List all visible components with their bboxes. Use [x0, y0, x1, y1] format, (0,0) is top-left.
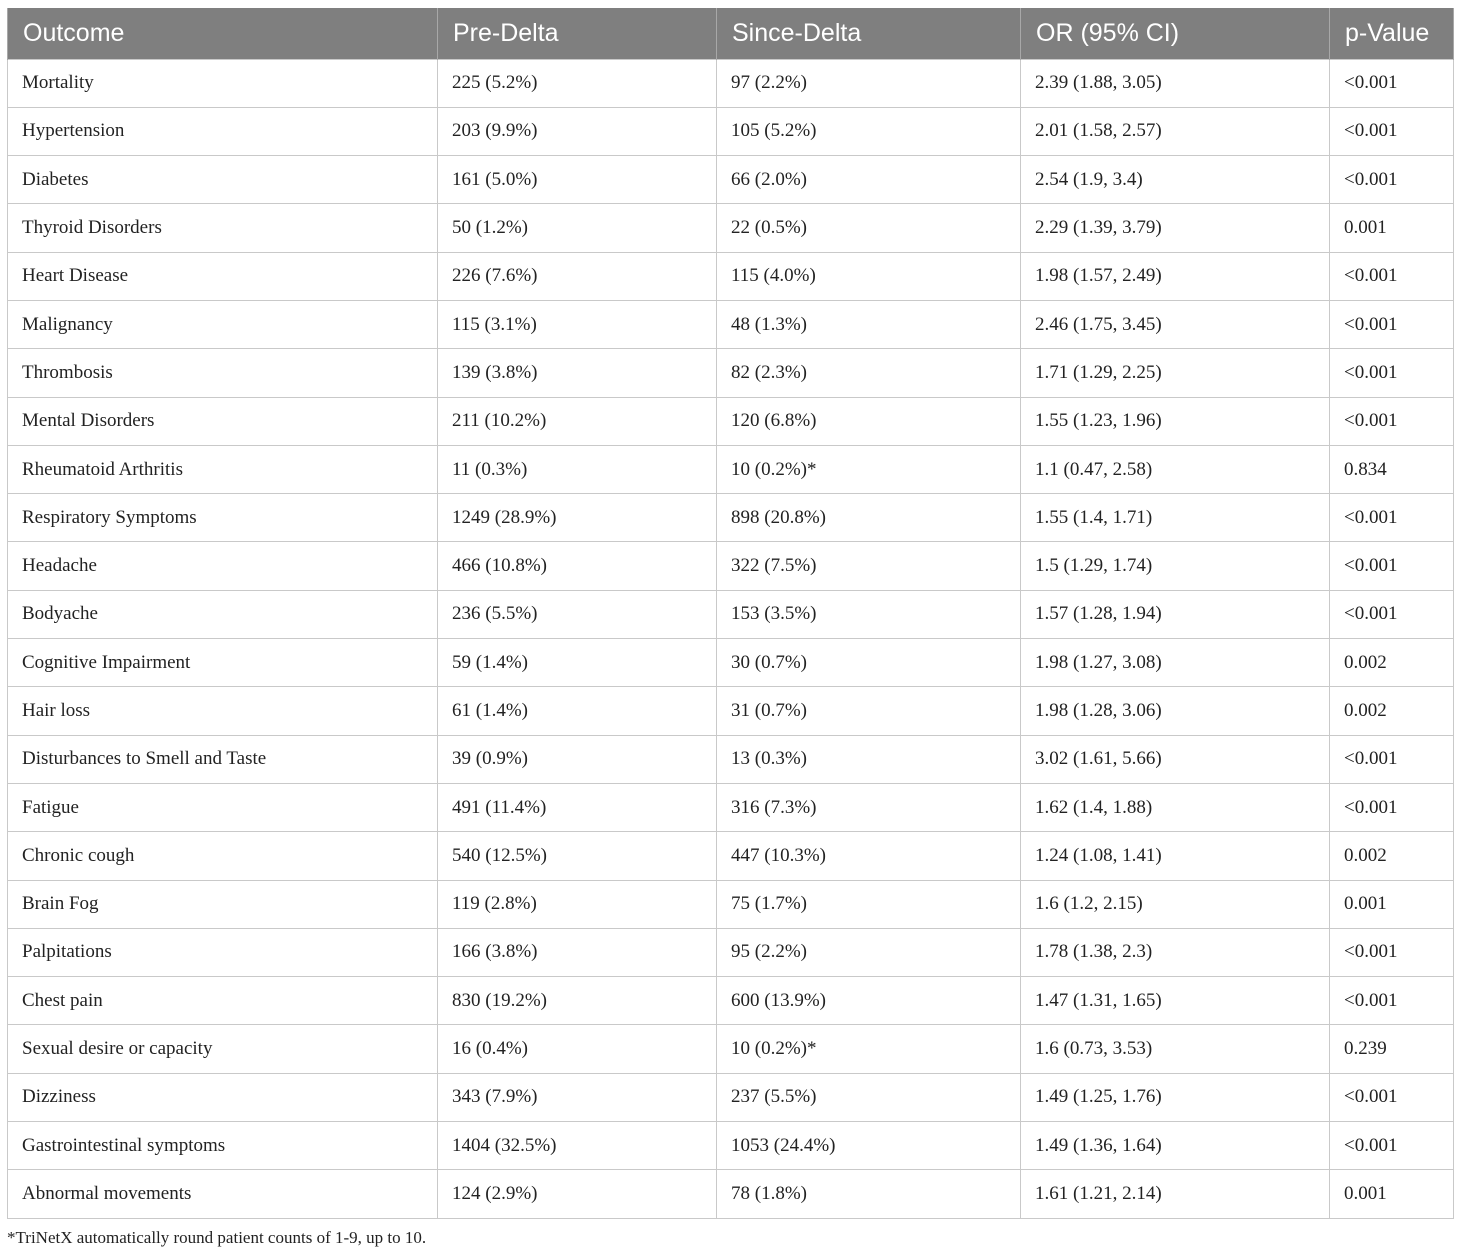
cell-pre-delta: 16 (0.4%): [438, 1025, 717, 1073]
cell-p-value: 0.239: [1330, 1025, 1454, 1073]
cell-since-delta: 322 (7.5%): [717, 542, 1021, 590]
table-row: [8, 107, 1454, 155]
cell-pre-delta: 1249 (28.9%): [438, 494, 717, 542]
table-row: [8, 977, 1454, 1025]
column-header-outcome: Outcome: [8, 8, 438, 59]
cell-outcome: Headache: [8, 542, 438, 590]
cell-p-value: <0.001: [1330, 783, 1454, 831]
cell-outcome: Abnormal movements: [8, 1170, 438, 1218]
cell-outcome: Gastrointestinal symptoms: [8, 1122, 438, 1170]
column-header-pre-delta: Pre-Delta: [438, 8, 717, 59]
column-header-since-delta: Since-Delta: [717, 8, 1021, 59]
cell-outcome: Heart Disease: [8, 252, 438, 300]
cell-since-delta: 10 (0.2%)*: [717, 1025, 1021, 1073]
cell-pre-delta: 50 (1.2%): [438, 204, 717, 252]
outcomes-table-container: [7, 8, 1453, 1219]
table-row: [8, 687, 1454, 735]
cell-since-delta: 898 (20.8%): [717, 494, 1021, 542]
cell-p-value: 0.002: [1330, 639, 1454, 687]
cell-since-delta: 316 (7.3%): [717, 783, 1021, 831]
cell-since-delta: 82 (2.3%): [717, 349, 1021, 397]
cell-odds-ratio-ci: 1.98 (1.27, 3.08): [1021, 639, 1330, 687]
table-row: [8, 590, 1454, 638]
cell-pre-delta: 830 (19.2%): [438, 977, 717, 1025]
cell-pre-delta: 540 (12.5%): [438, 832, 717, 880]
cell-pre-delta: 124 (2.9%): [438, 1170, 717, 1218]
cell-odds-ratio-ci: 1.49 (1.25, 1.76): [1021, 1073, 1330, 1121]
cell-outcome: Palpitations: [8, 928, 438, 976]
cell-outcome: Dizziness: [8, 1073, 438, 1121]
table-row: [8, 494, 1454, 542]
cell-outcome: Sexual desire or capacity: [8, 1025, 438, 1073]
cell-odds-ratio-ci: 1.98 (1.57, 2.49): [1021, 252, 1330, 300]
cell-p-value: 0.001: [1330, 880, 1454, 928]
cell-since-delta: 31 (0.7%): [717, 687, 1021, 735]
outcomes-table: [7, 8, 1454, 1219]
cell-pre-delta: 491 (11.4%): [438, 783, 717, 831]
table-row: [8, 1025, 1454, 1073]
table-row: [8, 542, 1454, 590]
table-row: [8, 880, 1454, 928]
cell-since-delta: 10 (0.2%)*: [717, 445, 1021, 493]
cell-outcome: Diabetes: [8, 156, 438, 204]
cell-outcome: Bodyache: [8, 590, 438, 638]
cell-outcome: Hair loss: [8, 687, 438, 735]
cell-pre-delta: 11 (0.3%): [438, 445, 717, 493]
cell-p-value: 0.002: [1330, 832, 1454, 880]
cell-odds-ratio-ci: 1.24 (1.08, 1.41): [1021, 832, 1330, 880]
cell-odds-ratio-ci: 1.62 (1.4, 1.88): [1021, 783, 1330, 831]
table-body: [8, 59, 1454, 1218]
cell-pre-delta: 225 (5.2%): [438, 59, 717, 107]
cell-outcome: Chest pain: [8, 977, 438, 1025]
cell-p-value: <0.001: [1330, 107, 1454, 155]
cell-odds-ratio-ci: 1.6 (1.2, 2.15): [1021, 880, 1330, 928]
cell-odds-ratio-ci: 1.98 (1.28, 3.06): [1021, 687, 1330, 735]
cell-odds-ratio-ci: 2.01 (1.58, 2.57): [1021, 107, 1330, 155]
cell-p-value: <0.001: [1330, 1122, 1454, 1170]
cell-odds-ratio-ci: 1.6 (0.73, 3.53): [1021, 1025, 1330, 1073]
table-header-row: [8, 8, 1454, 59]
cell-since-delta: 78 (1.8%): [717, 1170, 1021, 1218]
cell-odds-ratio-ci: 1.47 (1.31, 1.65): [1021, 977, 1330, 1025]
table-row: [8, 1073, 1454, 1121]
cell-pre-delta: 203 (9.9%): [438, 107, 717, 155]
cell-p-value: <0.001: [1330, 252, 1454, 300]
cell-p-value: <0.001: [1330, 542, 1454, 590]
cell-since-delta: 66 (2.0%): [717, 156, 1021, 204]
cell-outcome: Thrombosis: [8, 349, 438, 397]
cell-odds-ratio-ci: 1.1 (0.47, 2.58): [1021, 445, 1330, 493]
cell-since-delta: 48 (1.3%): [717, 300, 1021, 348]
cell-p-value: <0.001: [1330, 300, 1454, 348]
cell-p-value: <0.001: [1330, 590, 1454, 638]
cell-pre-delta: 161 (5.0%): [438, 156, 717, 204]
cell-outcome: Malignancy: [8, 300, 438, 348]
cell-pre-delta: 226 (7.6%): [438, 252, 717, 300]
cell-p-value: <0.001: [1330, 928, 1454, 976]
cell-p-value: 0.834: [1330, 445, 1454, 493]
table-row: [8, 735, 1454, 783]
cell-since-delta: 1053 (24.4%): [717, 1122, 1021, 1170]
cell-since-delta: 447 (10.3%): [717, 832, 1021, 880]
cell-p-value: <0.001: [1330, 349, 1454, 397]
cell-p-value: 0.002: [1330, 687, 1454, 735]
cell-odds-ratio-ci: 3.02 (1.61, 5.66): [1021, 735, 1330, 783]
cell-pre-delta: 466 (10.8%): [438, 542, 717, 590]
cell-since-delta: 97 (2.2%): [717, 59, 1021, 107]
cell-p-value: <0.001: [1330, 156, 1454, 204]
cell-odds-ratio-ci: 2.29 (1.39, 3.79): [1021, 204, 1330, 252]
cell-since-delta: 75 (1.7%): [717, 880, 1021, 928]
cell-outcome: Mental Disorders: [8, 397, 438, 445]
cell-odds-ratio-ci: 1.49 (1.36, 1.64): [1021, 1122, 1330, 1170]
cell-odds-ratio-ci: 2.46 (1.75, 3.45): [1021, 300, 1330, 348]
table-row: [8, 204, 1454, 252]
cell-p-value: <0.001: [1330, 735, 1454, 783]
cell-pre-delta: 166 (3.8%): [438, 928, 717, 976]
table-row: [8, 349, 1454, 397]
cell-pre-delta: 343 (7.9%): [438, 1073, 717, 1121]
table-footnote: *TriNetX automatically round patient counts of 1-9, up to 10.: [7, 1228, 427, 1247]
cell-since-delta: 120 (6.8%): [717, 397, 1021, 445]
table-header: [8, 8, 1454, 59]
cell-odds-ratio-ci: 1.61 (1.21, 2.14): [1021, 1170, 1330, 1218]
cell-p-value: 0.001: [1330, 1170, 1454, 1218]
cell-pre-delta: 236 (5.5%): [438, 590, 717, 638]
cell-outcome: Respiratory Symptoms: [8, 494, 438, 542]
cell-since-delta: 600 (13.9%): [717, 977, 1021, 1025]
cell-outcome: Brain Fog: [8, 880, 438, 928]
cell-since-delta: 30 (0.7%): [717, 639, 1021, 687]
table-row: [8, 156, 1454, 204]
cell-pre-delta: 211 (10.2%): [438, 397, 717, 445]
table-row: [8, 300, 1454, 348]
table-row: [8, 59, 1454, 107]
cell-p-value: 0.001: [1330, 204, 1454, 252]
table-row: [8, 445, 1454, 493]
cell-p-value: <0.001: [1330, 494, 1454, 542]
cell-p-value: <0.001: [1330, 977, 1454, 1025]
cell-pre-delta: 59 (1.4%): [438, 639, 717, 687]
cell-odds-ratio-ci: 1.71 (1.29, 2.25): [1021, 349, 1330, 397]
cell-since-delta: 115 (4.0%): [717, 252, 1021, 300]
cell-odds-ratio-ci: 1.55 (1.4, 1.71): [1021, 494, 1330, 542]
cell-odds-ratio-ci: 1.5 (1.29, 1.74): [1021, 542, 1330, 590]
cell-odds-ratio-ci: 1.78 (1.38, 2.3): [1021, 928, 1330, 976]
table-row: [8, 1122, 1454, 1170]
cell-pre-delta: 39 (0.9%): [438, 735, 717, 783]
cell-odds-ratio-ci: 1.57 (1.28, 1.94): [1021, 590, 1330, 638]
cell-outcome: Hypertension: [8, 107, 438, 155]
cell-outcome: Disturbances to Smell and Taste: [8, 735, 438, 783]
table-row: [8, 397, 1454, 445]
cell-since-delta: 22 (0.5%): [717, 204, 1021, 252]
cell-since-delta: 13 (0.3%): [717, 735, 1021, 783]
column-header-odds-ratio-ci: OR (95% CI): [1021, 8, 1330, 59]
cell-outcome: Mortality: [8, 59, 438, 107]
table-row: [8, 252, 1454, 300]
table-row: [8, 1170, 1454, 1218]
cell-since-delta: 105 (5.2%): [717, 107, 1021, 155]
table-row: [8, 783, 1454, 831]
cell-since-delta: 153 (3.5%): [717, 590, 1021, 638]
cell-outcome: Cognitive Impairment: [8, 639, 438, 687]
column-header-p-value: p-Value: [1330, 8, 1454, 59]
cell-odds-ratio-ci: 2.39 (1.88, 3.05): [1021, 59, 1330, 107]
table-row: [8, 832, 1454, 880]
cell-pre-delta: 139 (3.8%): [438, 349, 717, 397]
cell-odds-ratio-ci: 1.55 (1.23, 1.96): [1021, 397, 1330, 445]
cell-since-delta: 95 (2.2%): [717, 928, 1021, 976]
cell-p-value: <0.001: [1330, 59, 1454, 107]
cell-pre-delta: 61 (1.4%): [438, 687, 717, 735]
cell-outcome: Chronic cough: [8, 832, 438, 880]
table-row: [8, 928, 1454, 976]
cell-outcome: Rheumatoid Arthritis: [8, 445, 438, 493]
cell-pre-delta: 119 (2.8%): [438, 880, 717, 928]
cell-outcome: Thyroid Disorders: [8, 204, 438, 252]
table-row: [8, 639, 1454, 687]
cell-since-delta: 237 (5.5%): [717, 1073, 1021, 1121]
cell-p-value: <0.001: [1330, 397, 1454, 445]
cell-pre-delta: 115 (3.1%): [438, 300, 717, 348]
cell-odds-ratio-ci: 2.54 (1.9, 3.4): [1021, 156, 1330, 204]
cell-p-value: <0.001: [1330, 1073, 1454, 1121]
cell-pre-delta: 1404 (32.5%): [438, 1122, 717, 1170]
cell-outcome: Fatigue: [8, 783, 438, 831]
